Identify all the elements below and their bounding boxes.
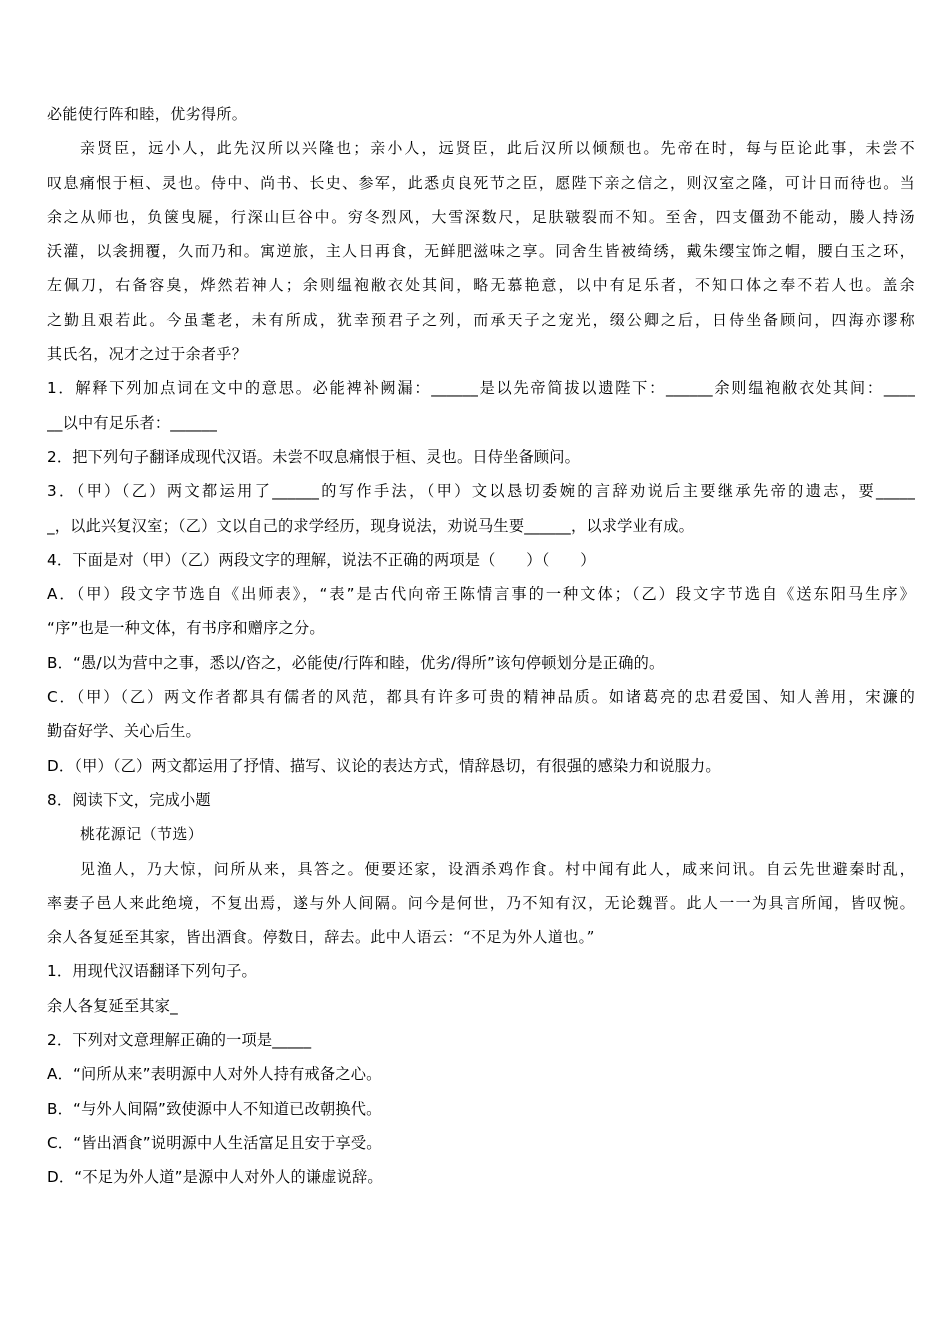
passage-a-end: 必能使行阵和睦，优劣得所。 — [47, 105, 248, 123]
option-d: D．（甲）（乙）两文都运用了抒情、描写、议论的表达方式，情辞恳切，有很强的感染力和说服力。 — [47, 756, 721, 775]
passage-b-line: 之勤且艰若此。今虽耄老，未有所成，犹幸预君子之列，而承天子之宠光，缀公卿之后，日侍坐备顾问，四海亦谬称 — [47, 310, 915, 329]
passage-b-line: 其氏名，况才之过于余者乎？ — [47, 345, 248, 364]
option-c-line-1: C．（甲）（乙）两文作者都具有儒者的风范，都具有许多可贵的精神品质。如诸葛亮的忠君爱国、知人善用，宋濂的 — [47, 688, 915, 707]
section-8-passage-line: 率妻子邑人来此绝境，不复出焉，遂与外人间隔。问今是何世，乃不知有汉，无论魏晋。此人一一为具言所闻，皆叹惋。 — [47, 893, 915, 912]
section-8-question-2: 2．下列对文意理解正确的一项是_____ — [47, 1031, 312, 1050]
section-8-option-c: C．“皆出酒食”说明源中人生活富足且安于享受。 — [47, 1133, 382, 1152]
question-1-line-1: 1．解释下列加点词在文中的意思。必能裨补阙漏：______是以先帝简拔以遗陛下：______余则缊袍敝衣处其间：____ — [47, 379, 915, 398]
passage-b-line: 亲贤臣，远小人，此先汉所以兴隆也；亲小人，远贤臣，此后汉所以倾颓也。先帝在时，每与臣论此事，未尝不 — [80, 139, 915, 158]
option-b: B．“愚/以为营中之事，悉以/咨之，必能使/行阵和睦，优劣/得所”该句停顿划分是正确的。 — [47, 653, 665, 672]
document-page — [47, 97, 915, 1195]
question-1-line-2: __以中有足乐者：______ — [47, 413, 218, 432]
passage-b-line: 左佩刀，右备容臭，烨然若神人；余则缊袍敝衣处其间，略无慕艳意，以中有足乐者，不知口体之奉不若人也。盖余 — [47, 276, 915, 295]
question-2: 2．把下列句子翻译成现代汉语。未尝不叹息痛恨于桓、灵也。日侍坐备顾问。 — [47, 447, 581, 466]
option-c-line-2: 勤奋好学、关心后生。 — [47, 722, 201, 741]
section-8-question-1-sentence: 余人各复延至其家_ — [47, 996, 178, 1015]
section-8-passage-line: 余人各复延至其家，皆出酒食。停数日，辞去。此中人语云：“不足为外人道也。” — [47, 928, 595, 947]
passage-b-line: 余之从师也，负箧曳屣，行深山巨谷中。穷冬烈风，大雪深数尺，足肤皲裂而不知。至舍，四支僵劲不能动，媵人持汤 — [47, 207, 915, 226]
section-8-option-a: A．“问所从来”表明源中人对外人持有戒备之心。 — [47, 1065, 382, 1084]
section-8-question-1: 1．用现代汉语翻译下列句子。 — [47, 962, 257, 981]
section-8-option-b: B．“与外人间隔”致使源中人不知道已改朝换代。 — [47, 1099, 382, 1118]
question-3-line-2: _，以此兴复汉室；（乙）文以自己的求学经历，现身说法，劝说马生要______，以求学业有成。 — [47, 516, 695, 535]
option-a-line-1: A．（甲）段文字节选自《出师表》，“表”是古代向帝王陈情言事的一种文体；（乙）段文字节选自《送东阳马生序》 — [47, 585, 915, 604]
passage-b-line: 沃灌，以衾拥覆，久而乃和。寓逆旅，主人日再食，无鲜肥滋味之享。同舍生皆被绮绣，戴朱缨宝饰之帽，腰白玉之环， — [47, 242, 915, 261]
section-8-passage-line: 见渔人，乃大惊，问所从来，具答之。便要还家，设酒杀鸡作食。村中闻有此人，咸来问讯。自云先世避秦时乱， — [80, 859, 915, 878]
passage-b-line: 叹息痛恨于桓、灵也。侍中、尚书、长史、参军，此悉贞良死节之臣，愿陛下亲之信之，则汉室之隆，可计日而待也。当 — [47, 173, 915, 192]
section-8-heading: 8．阅读下文，完成小题 — [47, 790, 211, 809]
question-3-line-1: 3．（甲）（乙）两文都运用了______的写作手法，（甲）文以恳切委婉的言辞劝说后主要继承先帝的遗志，要_____ — [47, 482, 915, 501]
section-8-title: 桃花源记（节选） — [80, 825, 204, 844]
question-4: 4．下面是对（甲）（乙）两段文字的理解，说法不正确的两项是（ ）（ ） — [47, 550, 596, 569]
option-a-line-2: “序”也是一种文体，有书序和赠序之分。 — [47, 619, 325, 638]
section-8-option-d: D．“不足为外人道”是源中人对外人的谦虚说辞。 — [47, 1168, 383, 1187]
